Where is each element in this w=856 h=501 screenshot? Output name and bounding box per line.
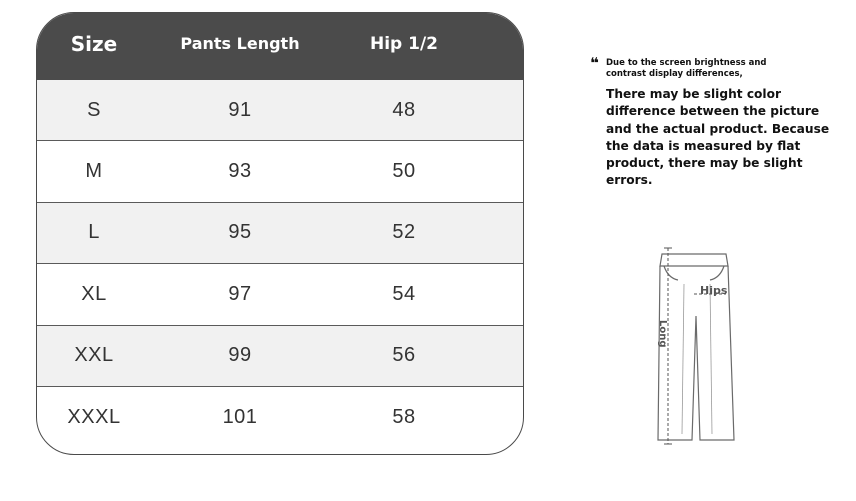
cell-hip: 58 [392,405,416,428]
cell-size: XL [81,282,107,305]
cell-length: 91 [228,98,252,121]
cell-size: L [88,221,100,244]
long-label: Long [657,320,668,348]
table-header [37,13,523,80]
cell-hip: 54 [392,282,416,305]
table-row [37,386,523,448]
note-small-text: Due to the screen brightness and contrast display differences, [606,58,767,79]
size-chart-table [36,12,524,455]
cell-hip: 52 [392,221,416,244]
cell-hip: 50 [392,159,416,182]
header-size: Size [70,32,118,56]
cell-size: M [85,159,103,182]
cell-length: 95 [228,221,252,244]
table-row [37,80,523,140]
note-main-text: There may be slight color difference between the picture and the actual product. Because the data is measured by flat product, there may be slight errors. [606,87,830,188]
hips-label: Hips [700,284,728,297]
header-hip: Hip 1/2 [369,34,438,54]
table-row [37,140,523,202]
disclaimer-note [590,54,840,190]
cell-hip: 48 [392,98,416,121]
table-row [37,202,523,264]
cell-length: 93 [228,159,252,182]
cell-length: 97 [228,282,252,305]
cell-size: XXXL [67,405,121,428]
table-body [37,80,523,448]
cell-size: XXL [74,344,114,367]
quote-icon: ❝ [590,54,599,72]
cell-size: S [87,98,101,121]
cell-length: 101 [222,405,258,428]
cell-hip: 56 [392,344,416,367]
table-row [37,263,523,325]
table-row [37,325,523,387]
cell-length: 99 [228,344,252,367]
header-pants-length: Pants Length [180,34,300,53]
